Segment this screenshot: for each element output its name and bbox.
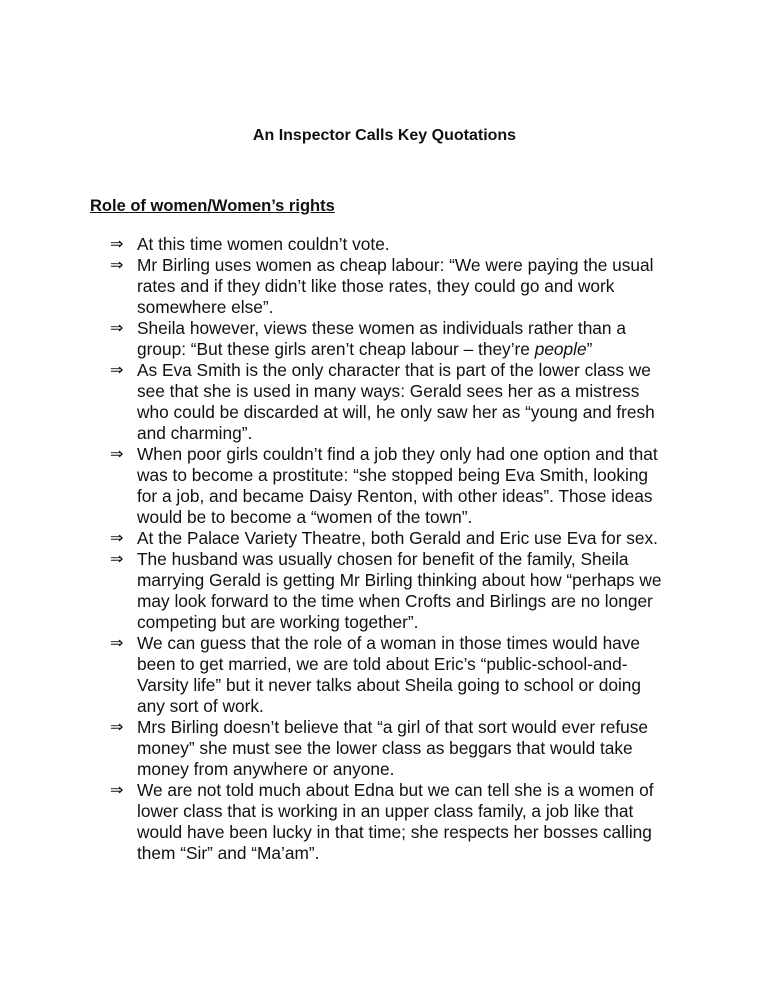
bullet-line xyxy=(137,675,661,696)
list-item xyxy=(110,633,661,717)
line-text: any sort of work. xyxy=(137,696,264,716)
bullet-line xyxy=(137,612,661,633)
bullet-line xyxy=(137,633,661,654)
double-arrow-right-icon: ⇒ xyxy=(110,236,124,253)
line-text: We can guess that the role of a woman in those times would have xyxy=(137,633,641,653)
double-arrow-right-icon: ⇒ xyxy=(110,782,124,799)
double-arrow-right-icon: ⇒ xyxy=(110,257,124,274)
bullet-line xyxy=(137,549,661,570)
line-text: who could be discarded at will, he only saw her as “young and fresh xyxy=(137,402,655,422)
bullet-line xyxy=(137,318,661,339)
list-item xyxy=(110,528,661,549)
bullet-line xyxy=(137,570,661,591)
bullet-line xyxy=(137,381,661,402)
double-arrow-right-icon: ⇒ xyxy=(110,635,124,652)
line-text: see that she is used in many ways: Gerald sees her as a mistress xyxy=(137,381,640,401)
line-text: money” she must see the lower class as beggars that would take xyxy=(137,738,633,758)
bullet-line xyxy=(137,843,661,864)
title-text: An Inspector Calls Key Quotations xyxy=(252,127,517,144)
bullet-line xyxy=(137,696,661,717)
bullet-line xyxy=(137,507,661,528)
list-item xyxy=(110,549,661,633)
section-heading: Role of women/Women’s rights xyxy=(90,197,335,215)
bullet-line xyxy=(137,465,661,486)
bullet-line xyxy=(137,339,661,360)
bullet-line xyxy=(137,759,661,780)
list-item xyxy=(110,717,661,780)
line-text: Mrs Birling doesn’t believe that “a girl of that sort would ever refuse xyxy=(137,717,648,737)
double-arrow-right-icon: ⇒ xyxy=(110,320,124,337)
bullet-line xyxy=(137,276,661,297)
quotation-list xyxy=(110,234,661,864)
bullet-line xyxy=(137,423,661,444)
line-text: Varsity life” but it never talks about Sheila going to school or doing xyxy=(137,675,641,695)
line-text: them “Sir” and “Ma’am”. xyxy=(137,843,320,863)
bullet-line xyxy=(137,654,661,675)
line-text: group: “But these girls aren’t cheap labour – they’re xyxy=(137,339,535,359)
double-arrow-right-icon: ⇒ xyxy=(110,362,124,379)
line-text: As Eva Smith is the only character that is part of the lower class we xyxy=(137,360,651,380)
bullet-line xyxy=(137,402,661,423)
line-text: When poor girls couldn’t find a job they only had one option and that xyxy=(137,444,658,464)
bullet-line xyxy=(137,360,661,381)
line-text: We are not told much about Edna but we can tell she is a women of xyxy=(137,780,654,800)
line-text: been to get married, we are told about Eric’s “public-school-and- xyxy=(137,654,628,674)
document-title xyxy=(0,127,768,145)
line-text: and charming”. xyxy=(137,423,253,443)
list-item xyxy=(110,318,661,360)
list-item xyxy=(110,255,661,318)
line-text: marrying Gerald is getting Mr Birling thinking about how “perhaps we xyxy=(137,570,662,590)
double-arrow-right-icon: ⇒ xyxy=(110,530,124,547)
list-item xyxy=(110,360,661,444)
list-item xyxy=(110,780,661,864)
bullet-line xyxy=(137,444,661,465)
bullet-line xyxy=(137,780,661,801)
line-text: lower class that is working in an upper class family, a job like that xyxy=(137,801,634,821)
line-text: At this time women couldn’t vote. xyxy=(137,234,390,254)
line-text: money from anywhere or anyone. xyxy=(137,759,395,779)
line-text: for a job, and became Daisy Renton, with other ideas”. Those ideas xyxy=(137,486,653,506)
bullet-line xyxy=(137,486,661,507)
line-text: rates and if they didn’t like those rates, they could go and work xyxy=(137,276,615,296)
bullet-line xyxy=(137,822,661,843)
line-text: somewhere else”. xyxy=(137,297,274,317)
double-arrow-right-icon: ⇒ xyxy=(110,719,124,736)
line-text: The husband was usually chosen for benefit of the family, Sheila xyxy=(137,549,629,569)
bullet-line xyxy=(137,297,661,318)
line-text: Mr Birling uses women as cheap labour: “We were paying the usual xyxy=(137,255,654,275)
list-item xyxy=(110,234,661,255)
double-arrow-right-icon: ⇒ xyxy=(110,551,124,568)
line-text: may look forward to the time when Crofts and Birlings are no longer xyxy=(137,591,653,611)
double-arrow-right-icon: ⇒ xyxy=(110,446,124,463)
line-text: competing but are working together”. xyxy=(137,612,419,632)
line-text: would have been lucky in that time; she respects her bosses calling xyxy=(137,822,652,842)
line-text: At the Palace Variety Theatre, both Gerald and Eric use Eva for sex. xyxy=(137,528,658,548)
list-item xyxy=(110,444,661,528)
line-text: would be to become a “women of the town”. xyxy=(137,507,473,527)
bullet-line xyxy=(137,717,661,738)
bullet-line xyxy=(137,234,661,255)
closing-quote: ” xyxy=(586,339,593,359)
bullet-line xyxy=(137,528,661,549)
bullet-line xyxy=(137,738,661,759)
italic-emphasis: people xyxy=(534,339,587,359)
line-text: Sheila however, views these women as individuals rather than a xyxy=(137,318,626,338)
bullet-line xyxy=(137,801,661,822)
bullet-line xyxy=(137,255,661,276)
bullet-line xyxy=(137,591,661,612)
line-text: was to become a prostitute: “she stopped being Eva Smith, looking xyxy=(137,465,649,485)
